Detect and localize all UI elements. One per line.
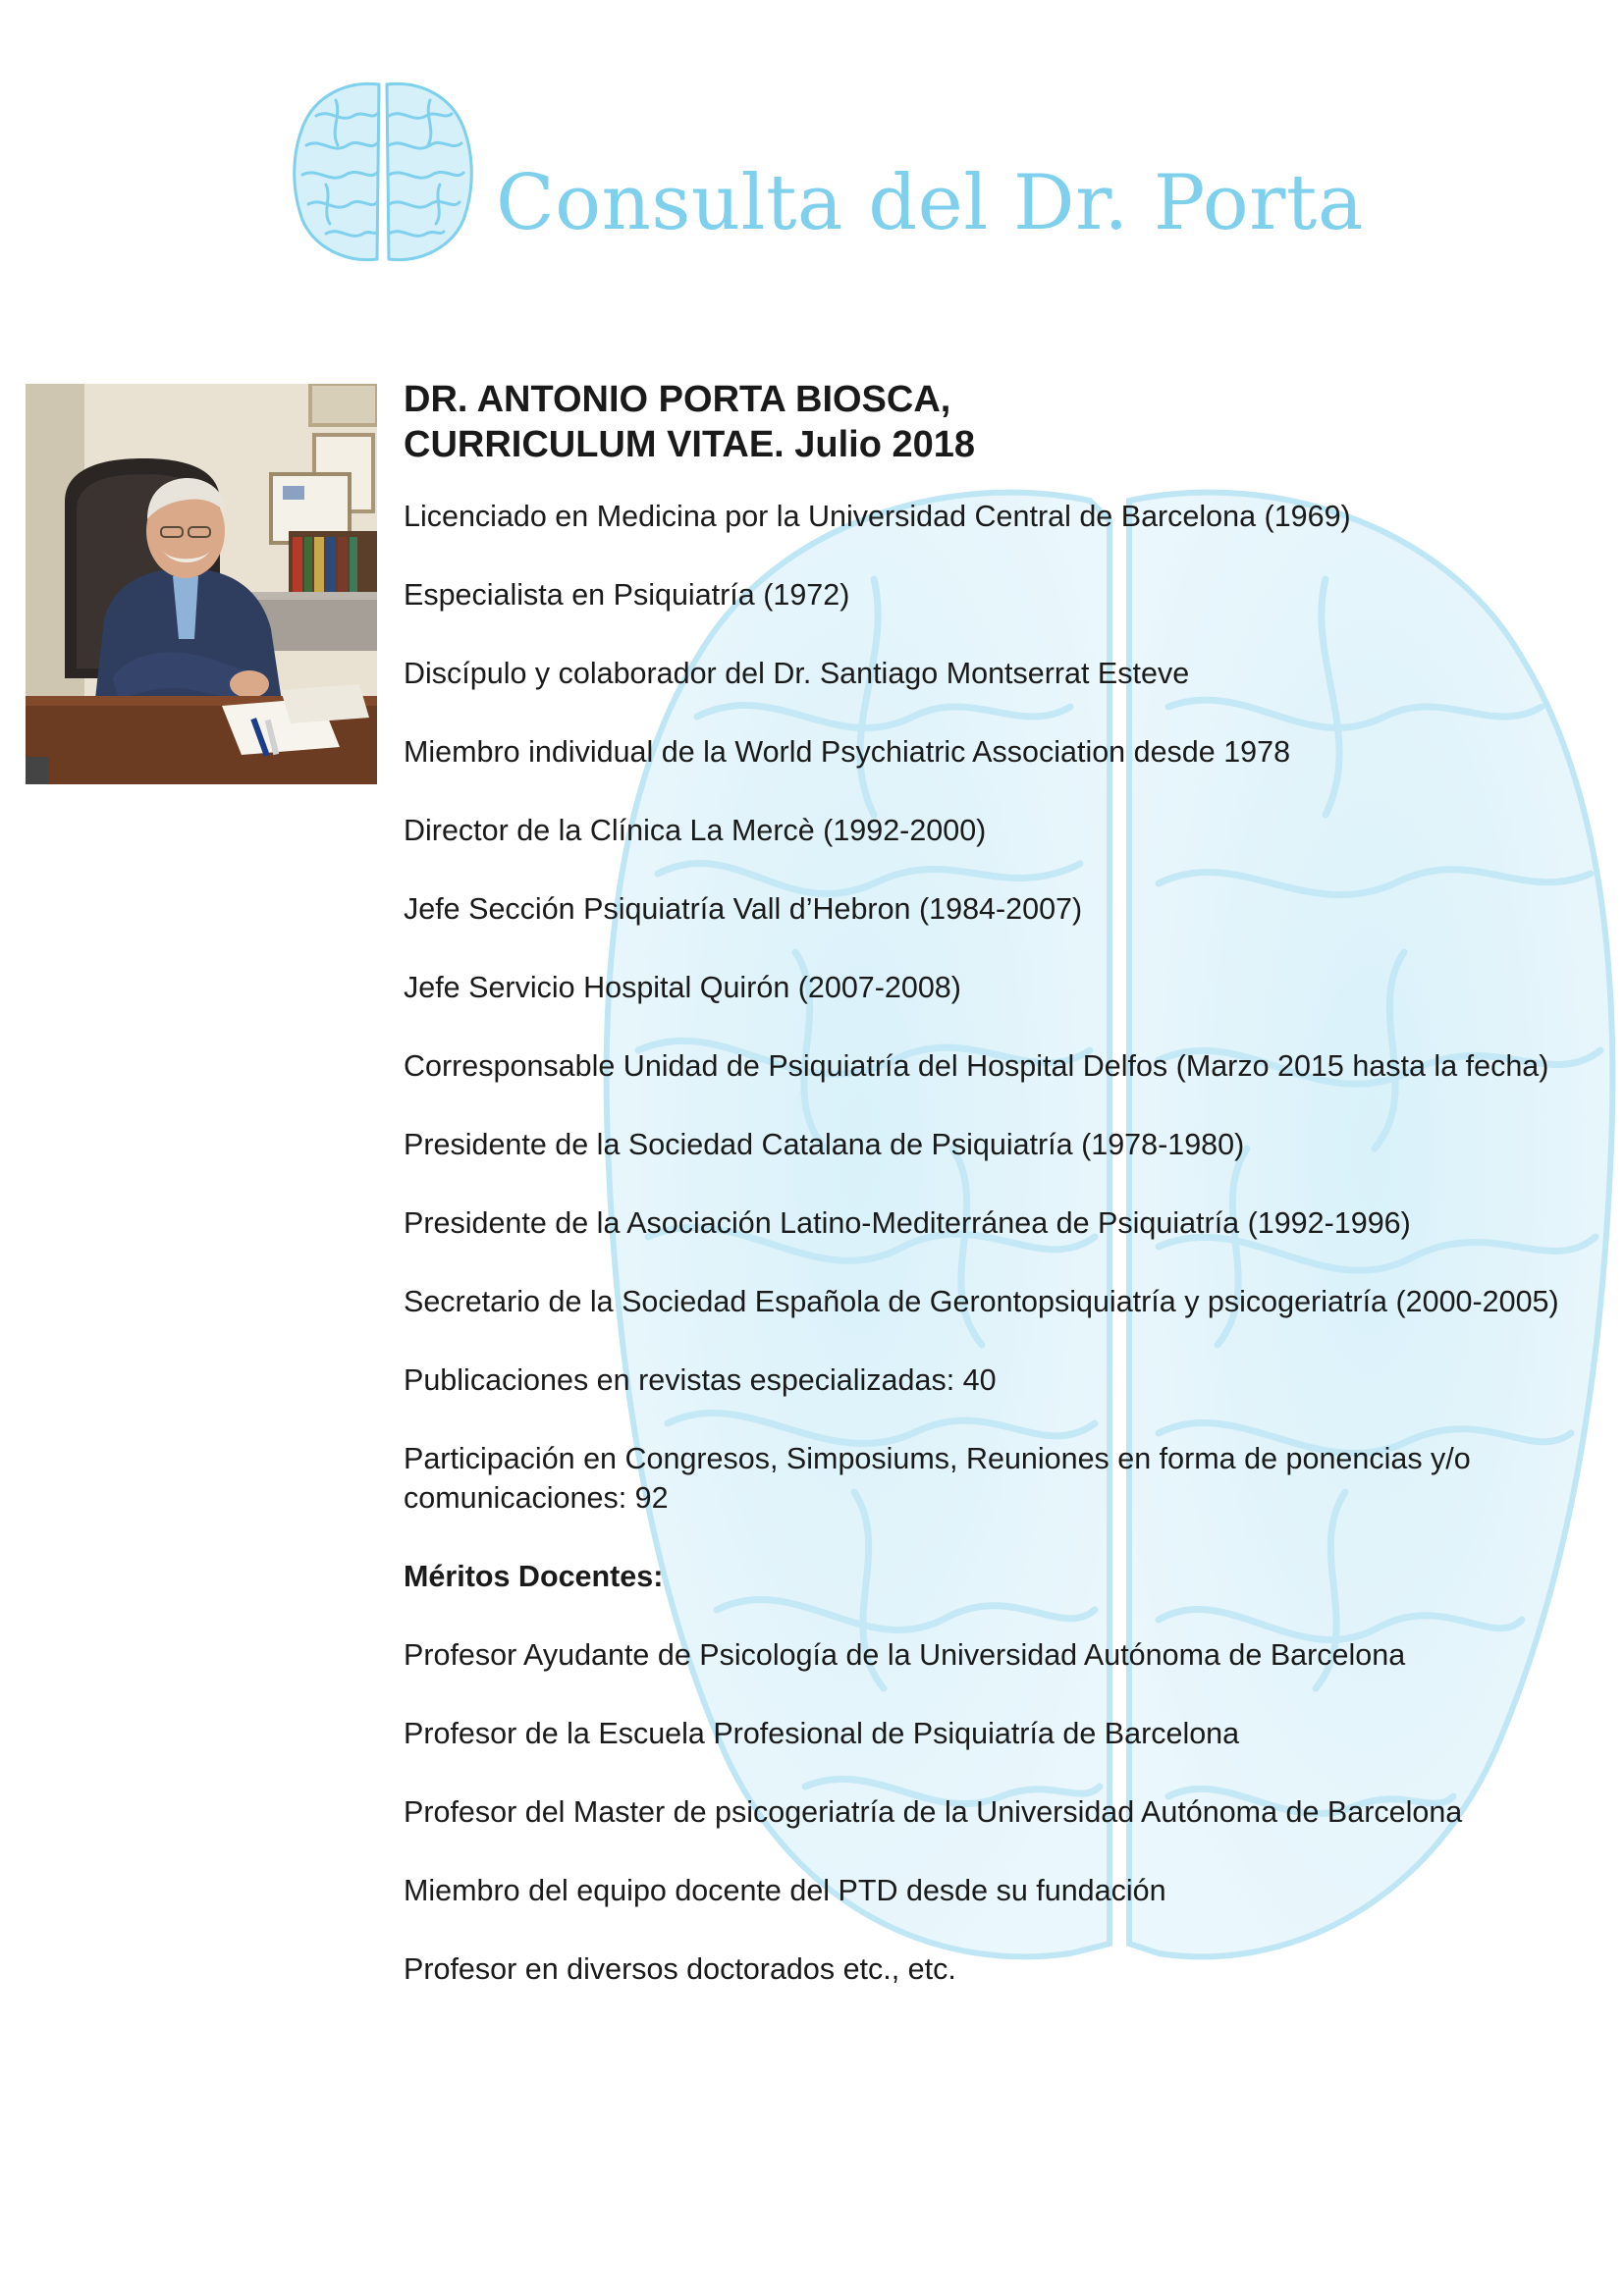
brain-icon	[287, 77, 479, 269]
cv-subtitle: CURRICULUM VITAE. Julio 2018	[404, 424, 976, 465]
cv-item: Discípulo y colaborador del Dr. Santiago Montserrat Esteve	[404, 657, 1190, 690]
cv-item: Especialista en Psiquiatría (1972)	[404, 578, 850, 612]
cv-item-list	[404, 497, 1601, 1989]
section-heading: Méritos Docentes:	[404, 1560, 664, 1593]
cv-item: Jefe Servicio Hospital Quirón (2007-2008)	[404, 971, 961, 1004]
cv-item: Presidente de la Asociación Latino-Mediterránea de Psiquiatría (1992-1996)	[404, 1206, 1411, 1240]
cv-content	[404, 377, 1601, 2028]
doctor-name: DR. ANTONIO PORTA BIOSCA,	[404, 379, 951, 420]
cv-item: Secretario de la Sociedad Española de Gerontopsiquiatría y psicogeriatría (2000-2005)	[404, 1285, 1559, 1318]
cv-item: Publicaciones en revistas especializadas: 40	[404, 1363, 997, 1397]
cv-item: Profesor de la Escuela Profesional de Psiquiatría de Barcelona	[404, 1717, 1240, 1750]
cv-item: Licenciado en Medicina por la Universidad Central de Barcelona (1969)	[404, 500, 1351, 533]
cv-item: Participación en Congresos, Simposiums, Reuniones en forma de ponencias y/o comunicaciones: 92	[404, 1442, 1471, 1515]
cv-item: Miembro del equipo docente del PTD desde su fundación	[404, 1874, 1166, 1907]
cv-item: Jefe Sección Psiquiatría Vall d’Hebron (1984-2007)	[404, 892, 1083, 926]
cv-item: Corresponsable Unidad de Psiquiatría del Hospital Delfos (Marzo 2015 hasta la fecha)	[404, 1049, 1549, 1083]
logo-text: Consulta del Dr. Porta	[496, 159, 1364, 247]
cv-item: Profesor en diversos doctorados etc., etc.	[404, 1952, 956, 1986]
cv-item: Presidente de la Sociedad Catalana de Psiquiatría (1978-1980)	[404, 1128, 1245, 1161]
cv-item: Profesor Ayudante de Psicología de la Universidad Autónoma de Barcelona	[404, 1638, 1406, 1672]
portrait-photo	[26, 384, 377, 784]
cv-item: Profesor del Master de psicogeriatría de la Universidad Autónoma de Barcelona	[404, 1795, 1463, 1829]
cv-item: Miembro individual de la World Psychiatric Association desde 1978	[404, 735, 1291, 769]
cv-item: Director de la Clínica La Mercè (1992-2000)	[404, 814, 987, 847]
header-logo	[287, 77, 1364, 283]
